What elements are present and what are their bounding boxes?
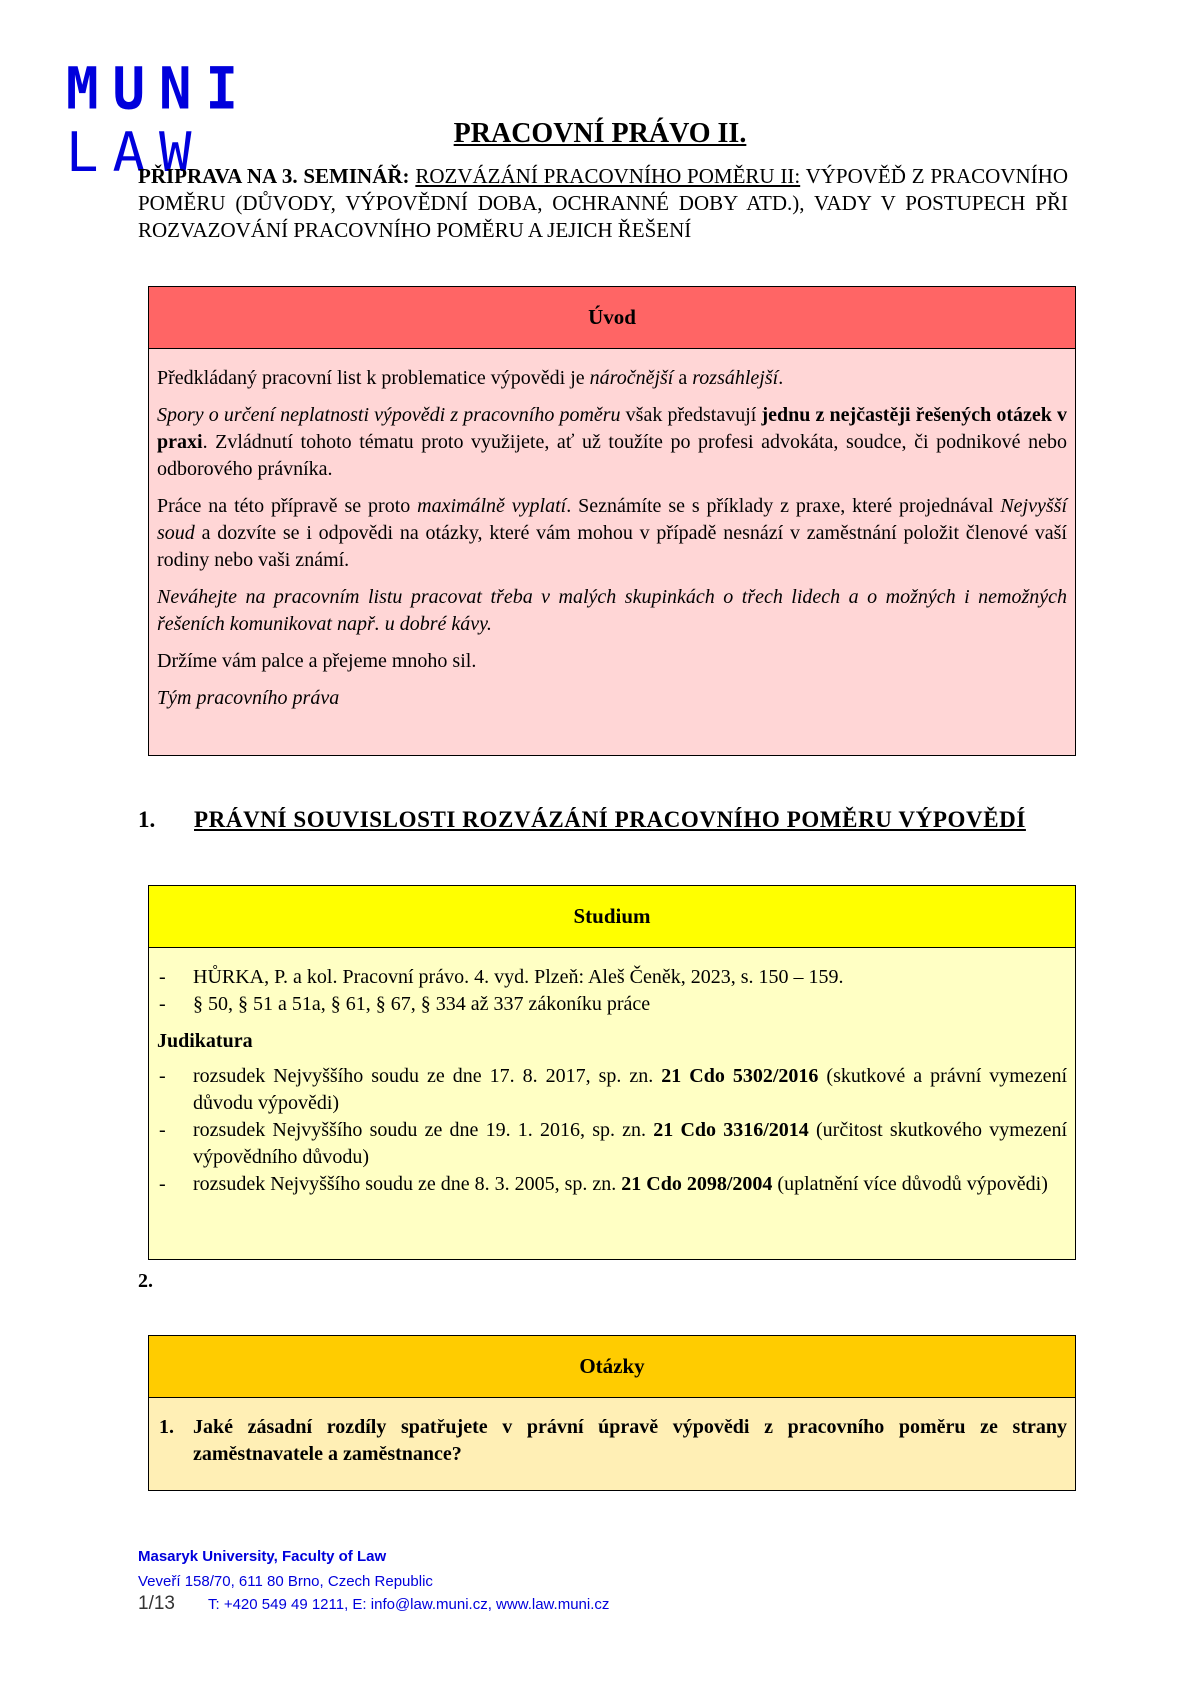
footer-address: Veveří 158/70, 611 80 Brno, Czech Republic <box>138 1573 433 1590</box>
section-1-number: 1. <box>138 807 156 832</box>
study-box <box>148 885 1076 1260</box>
list-item: - HŮRKA, P. a kol. Pracovní právo. 4. vyd. Plzeň: Aleš Čeněk, 2023, s. 150 – 159. <box>157 964 1067 991</box>
section-1-title: PRÁVNÍ SOUVISLOSTI ROZVÁZÁNÍ PRACOVNÍHO POMĚRU VÝPOVĚDÍ <box>194 807 1026 832</box>
question-text: Jaké zásadní rozdíly spatřujete v právní úpravě výpovědi z pracovního poměru ze strany zaměstnavatele a zaměstnance? <box>193 1416 1067 1465</box>
seminar-subtitle <box>138 163 1068 244</box>
page-number: 1/13 <box>138 1593 175 1614</box>
study-header: Studium <box>149 886 1075 948</box>
footer-organization: Masaryk University, Faculty of Law <box>138 1548 387 1565</box>
questions-header: Otázky <box>149 1336 1075 1398</box>
list-item: - § 50, § 51 a 51a, § 61, § 67, § 334 až 337 zákoníku práce <box>157 991 1067 1018</box>
section-2-number: 2. <box>138 1270 153 1292</box>
intro-box <box>148 286 1076 756</box>
list-item <box>157 1414 1067 1468</box>
page-footer <box>138 1548 609 1613</box>
list-item: - rozsudek Nejvyššího soudu ze dne 17. 8. 2017, sp. zn. 21 Cdo 5302/2016 (skutkové a právní vymezení důvodu výpovědi) <box>157 1063 1067 1117</box>
questions-body <box>149 1398 1075 1478</box>
questions-box <box>148 1335 1076 1491</box>
section-1-heading <box>138 803 1068 836</box>
footer-contact: T: +420 549 49 1211, E: info@law.muni.cz, www.law.muni.cz <box>208 1596 610 1613</box>
intro-body <box>149 349 1075 732</box>
study-literature-list <box>157 964 1067 1018</box>
intro-paragraph: Práce na této přípravě se proto maximálně vyplatí. Seznámíte se s příklady z praxe, které projednával Nejvyšší soud a dozvíte se i odpovědi na otázky, které vám mohou v případě nesnází v zaměstnání položit členové vaší rodiny nebo vaši známí. <box>157 495 1067 571</box>
judikatura-heading: Judikatura <box>157 1030 253 1052</box>
intro-paragraph: Předkládaný pracovní list k problematice výpovědi je náročnější a rozsáhlejší. <box>157 367 784 389</box>
case-law-list <box>157 1063 1067 1198</box>
study-body <box>149 948 1075 1208</box>
intro-header: Úvod <box>149 287 1075 349</box>
list-item: - rozsudek Nejvyššího soudu ze dne 19. 1. 2016, sp. zn. 21 Cdo 3316/2014 (určitost skutkového vymezení výpovědního důvodu) <box>157 1117 1067 1171</box>
intro-paragraph: Spory o určení neplatnosti výpovědi z pracovního poměru však představují jednu z nejčastěji řešených otázek v praxi. Zvládnutí tohoto tématu proto využijete, ať už toužíte po profesi advokáta, soudce, či podnikové nebo odborového právníka. <box>157 404 1067 480</box>
list-item: - rozsudek Nejvyššího soudu ze dne 8. 3. 2005, sp. zn. 21 Cdo 2098/2004 (uplatnění více důvodů výpovědi) <box>157 1171 1067 1198</box>
intro-paragraph: Držíme vám palce a přejeme mnoho sil. <box>157 650 477 672</box>
questions-list <box>157 1414 1067 1468</box>
subtitle-rest: VÝPOVĚĎ Z PRACOVNÍHO POMĚRU (DŮVODY, VÝPOVĚDNÍ DOBA, OCHRANNÉ DOBY ATD.), VADY V POSTUPECH PŘI ROZVAZOVÁNÍ PRACOVNÍHO POMĚRU A JEJICH ŘEŠENÍ <box>138 164 1069 242</box>
footer-contact-line <box>138 1593 610 1614</box>
subtitle-lead: PŘIPRAVA NA 3. SEMINÁŘ: <box>138 164 410 188</box>
page-title: PRACOVNÍ PRÁVO II. <box>453 118 747 149</box>
subtitle-topic: ROZVÁZÁNÍ PRACOVNÍHO POMĚRU II: <box>415 164 801 188</box>
intro-paragraph: Neváhejte na pracovním listu pracovat třeba v malých skupinkách o třech lidech a o možných i nemožných řešeních komunikovat např. u dobré kávy. <box>157 586 1067 635</box>
logo-line-law: LAW <box>66 121 206 184</box>
logo-line-muni: MUNI <box>66 54 253 123</box>
intro-signature: Tým pracovního práva <box>157 687 340 709</box>
question-number: 1. <box>159 1416 174 1438</box>
